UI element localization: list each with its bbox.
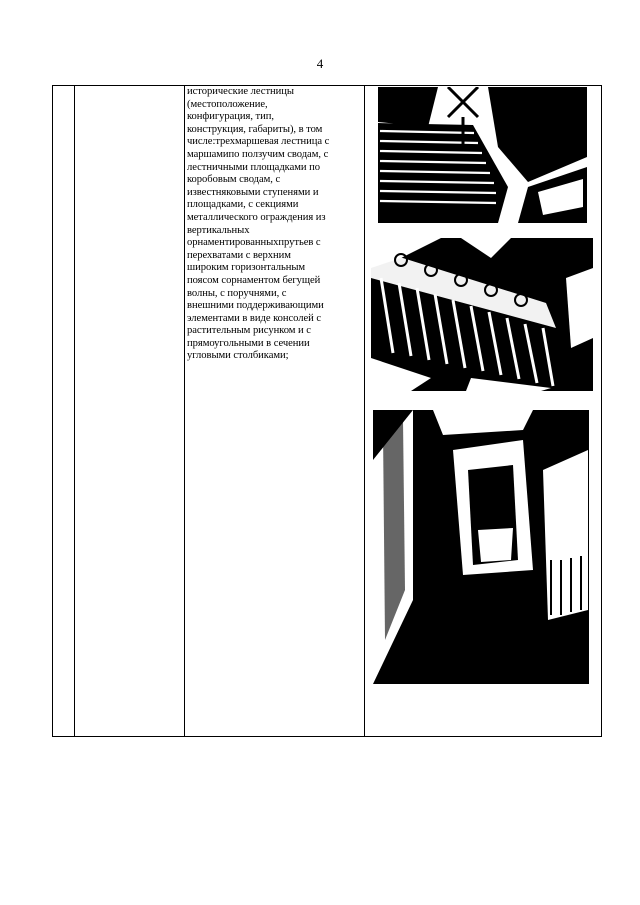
staircase-photo [378,87,587,223]
page-number: 4 [316,56,324,71]
railing-photo [371,238,593,391]
column-divider-2 [184,86,185,736]
column-divider-1 [74,86,75,736]
description-text: исторические лестницы (местоположение, конфигурация, тип, конструкция, габариты), в том числе:трехмаршевая лестница с маршамипо ползучим сводам, с лестничными площадками по коробовым сводам, с известняковыми ступенями и площадками, с секциями металлического ограждения из вертикальных орнаментированныхпрутьев с перехватами с верхним широким горизонтальным поясом сорнаментом бегущей волны, с поручнями, с внешними поддерживающими элементами в виде консолей с растительным рисунком и с прямоугольными в сечении угловыми столбиками; [187,86,330,362]
column-divider-3 [364,86,365,736]
corridor-photo [373,410,589,684]
